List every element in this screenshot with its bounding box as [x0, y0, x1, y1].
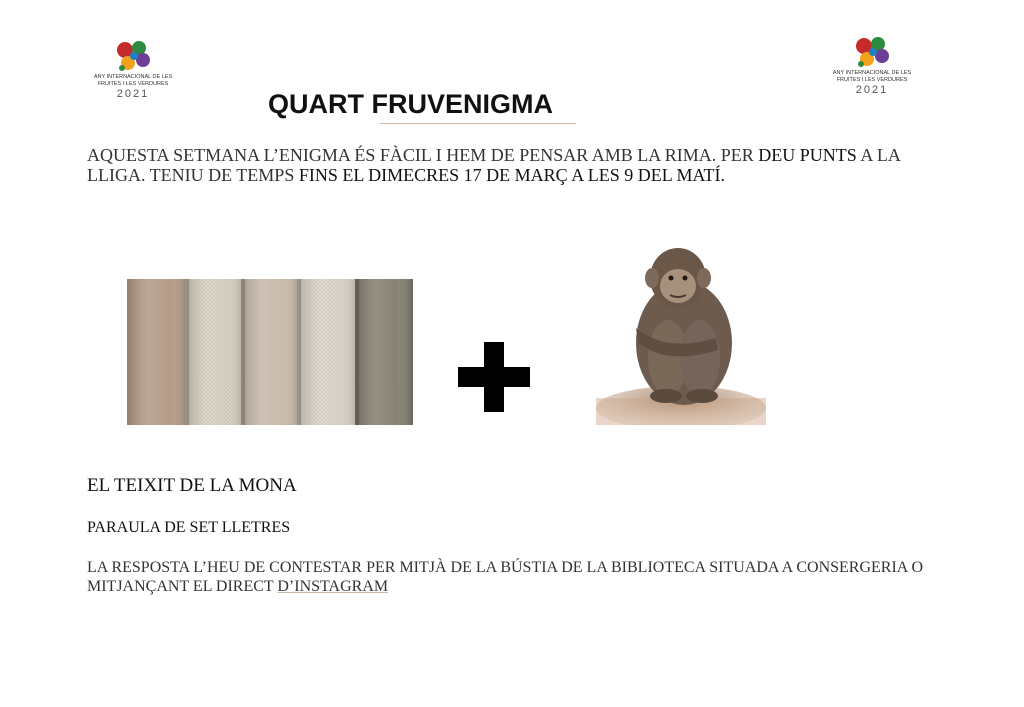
fruit-logo-icon [113, 38, 153, 74]
fabric-swatches-image [127, 279, 413, 425]
year-logo-right [832, 34, 912, 97]
clue-line: EL TEIXIT DE LA MONA [87, 475, 297, 496]
intro-text: AQUESTA SETMANA L’ENIGMA ÉS FÀCIL I HEM DE PENSAR AMB LA RIMA. PER [87, 145, 759, 165]
clue-word-length: PARAULA DE SET LLETRES [87, 519, 291, 536]
logo-year: 2021 [116, 88, 150, 100]
year-logo-left [93, 38, 173, 101]
logo-caption: ANY INTERNACIONAL DE LES [93, 74, 173, 80]
logo-caption: ANY INTERNACIONAL DE LES [832, 70, 912, 76]
page-title: QUART FRUVENIGMA [268, 89, 553, 119]
logo-caption: FRUITES I LES VERDURES [836, 77, 908, 83]
answer-instructions [87, 558, 967, 596]
intro-points: DEU PUNTS [758, 145, 857, 165]
answer-text: LA RESPOSTA L’HEU DE CONTESTAR PER MITJÀ DE LA BÚSTIA DE LA BIBLIOTECA SITUADA A CONSERGERIA O MITJANÇANT EL DIRECT [87, 559, 924, 595]
logo-year: 2021 [855, 84, 889, 96]
chimpanzee-image [596, 238, 766, 425]
logo-caption: FRUITES I LES VERDURES [97, 81, 169, 87]
intro-text: A LA LLIGA. TENIU DE TEMPS [87, 145, 900, 185]
fruit-logo-icon [852, 34, 892, 70]
intro-paragraph [87, 145, 957, 185]
title-underline [380, 123, 576, 124]
plus-icon [458, 342, 530, 412]
instagram-link[interactable]: D’INSTAGRAM [277, 578, 389, 595]
intro-deadline: FINS EL DIMECRES 17 DE MARÇ A LES 9 DEL MATÍ. [298, 165, 726, 185]
